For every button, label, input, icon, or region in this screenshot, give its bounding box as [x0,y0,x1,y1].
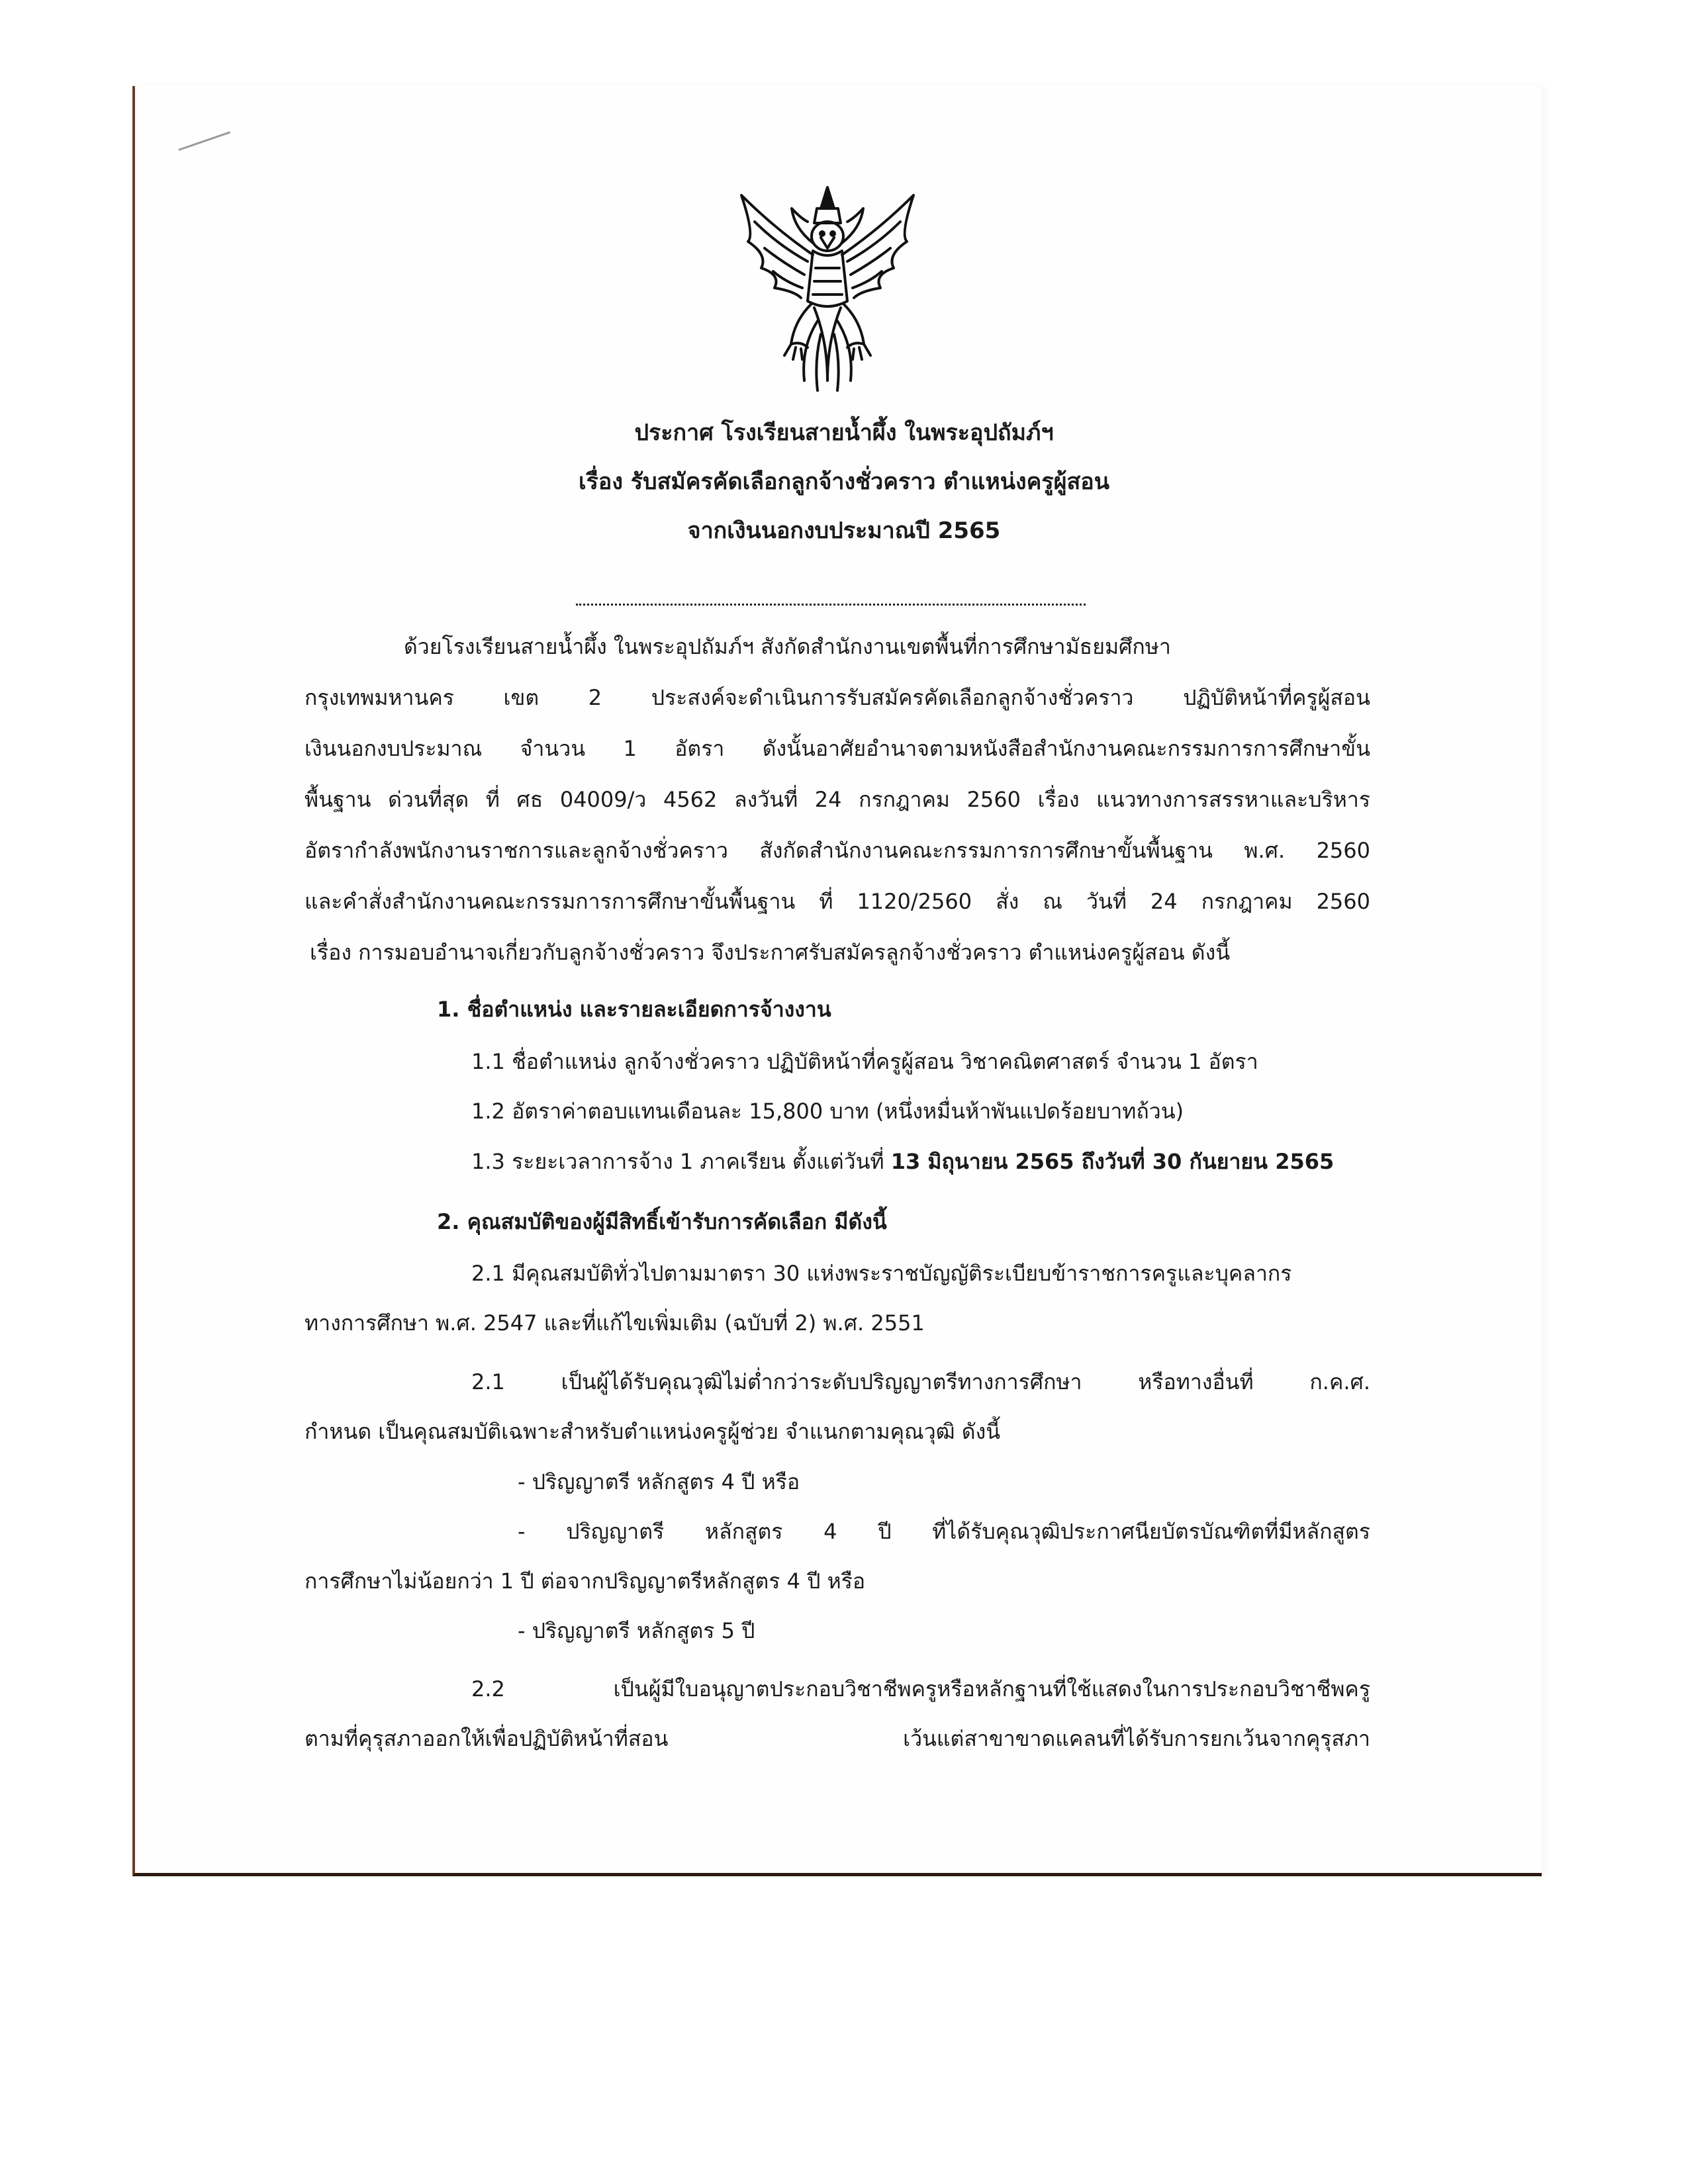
announcement-title: ประกาศ โรงเรียนสายน้ำผึ้ง ในพระอุปถัมภ์ฯ [634,420,1054,446]
qualification-bullet-3: - ปริญญาตรี หลักสูตร 5 ปี [518,1618,755,1643]
employment-period-dates: 13 มิถุนายน 2565 ถึงวันที่ 30 กันยายน 2565 [890,1149,1335,1174]
intro-line-4: พื้นฐาน ด่วนที่สุด ที่ ศธ 04009/ว 4562 ลงวันที่ 24 กรกฎาคม 2560 เรื่อง แนวทางการสรรหาและบริหาร [305,787,1370,812]
intro-line-2: กรุงเทพมหานคร เขต 2 ประสงค์จะดำเนินการรับสมัครคัดเลือกลูกจ้างชั่วคราว ปฏิบัติหน้าที่ครูผู้สอน [305,685,1370,710]
employment-period-label: 1.3 ระยะเวลาการจ้าง 1 ภาคเรียน ตั้งแต่วันที่ [471,1149,884,1174]
section-1-item-2: 1.2 อัตราค่าตอบแทนเดือนละ 15,800 บาท (หนึ่งหมื่นห้าพันแปดร้อยบาทถ้วน) [471,1099,1184,1124]
section-2-item-1a-line-1: 2.1 มีคุณสมบัติทั่วไปตามมาตรา 30 แห่งพระราชบัญญัติระเบียบข้าราชการครูและบุคลากร [471,1261,1292,1286]
section-1-item-1: 1.1 ชื่อตำแหน่ง ลูกจ้างชั่วคราว ปฏิบัติหน้าที่ครูผู้สอน วิชาคณิตศาสตร์ จำนวน 1 อัตรา [471,1049,1258,1074]
section-1-item-3 [471,1147,1334,1177]
section-2-item-1b-line-2: กำหนด เป็นคุณสมบัติเฉพาะสำหรับตำแหน่งครูผู้ช่วย จำแนกตามคุณวุฒิ ดังนี้ [305,1419,1001,1444]
announcement-subject: เรื่อง รับสมัครคัดเลือกลูกจ้างชั่วคราว ตำแหน่งครูผู้สอน [579,469,1109,495]
section-2-item-1a-line-2: ทางการศึกษา พ.ศ. 2547 และที่แก้ไขเพิ่มเติม (ฉบับที่ 2) พ.ศ. 2551 [305,1310,925,1336]
intro-line-3: เงินนอกงบประมาณ จำนวน 1 อัตรา ดังนั้นอาศัยอำนาจตามหนังสือสำนักงานคณะกรรมการการศึกษาขั้น [305,736,1370,761]
qualification-bullet-2-line-1: - ปริญญาตรี หลักสูตร 4 ปี ที่ได้รับคุณวุฒิประกาศนียบัตรบัณฑิตที่มีหลักสูตร [518,1519,1370,1544]
header-divider [576,604,1086,606]
intro-line-1: ด้วยโรงเรียนสายน้ำผึ้ง ในพระอุปถัมภ์ฯ สังกัดสำนักงานเขตพื้นที่การศึกษามัธยมศึกษา [404,634,1171,659]
section-2-item-2-line-1: 2.2 เป็นผู้มีใบอนุญาตประกอบวิชาชีพครูหรือหลักฐานที่ใช้แสดงในการประกอบวิชาชีพครู [471,1676,1370,1702]
qualification-bullet-1: - ปริญญาตรี หลักสูตร 4 ปี หรือ [518,1469,800,1494]
section-2-heading: 2. คุณสมบัติของผู้มีสิทธิ์เข้ารับการคัดเลือก มีดังนี้ [437,1209,887,1234]
section-2-item-1b-line-1: 2.1 เป็นผู้ได้รับคุณวุฒิไม่ต่ำกว่าระดับปริญญาตรีทางการศึกษา หรือทางอื่นที่ ก.ค.ศ. [471,1369,1370,1394]
section-1-heading: 1. ชื่อตำแหน่ง และรายละเอียดการจ้างงาน [437,997,831,1022]
garuda-emblem-icon [728,182,927,400]
intro-line-5: อัตรากำลังพนักงานราชการและลูกจ้างชั่วคราว สังกัดสำนักงานคณะกรรมการการศึกษาขั้นพื้นฐาน พ.ศ. 2560 [305,838,1370,863]
intro-line-6: และคำสั่งสำนักงานคณะกรรมการการศึกษาขั้นพื้นฐาน ที่ 1120/2560 สั่ง ณ วันที่ 24 กรกฎาคม 2560 [305,889,1370,914]
announcement-budget-line: จากเงินนอกงบประมาณปี 2565 [687,518,1001,544]
intro-line-7: เรื่อง การมอบอำนาจเกี่ยวกับลูกจ้างชั่วคราว จึงประกาศรับสมัครลูกจ้างชั่วคราว ตำแหน่งครูผู้สอน ดังนี้ [310,940,1231,965]
section-2-item-2-line-2: ตามที่คุรุสภาออกให้เพื่อปฏิบัติหน้าที่สอน เว้นแต่สาขาขาดแคลนที่ได้รับการยกเว้นจากคุรุสภา [305,1726,1370,1751]
qualification-bullet-2-line-2: การศึกษาไม่น้อยกว่า 1 ปี ต่อจากปริญญาตรีหลักสูตร 4 ปี หรือ [305,1569,866,1594]
